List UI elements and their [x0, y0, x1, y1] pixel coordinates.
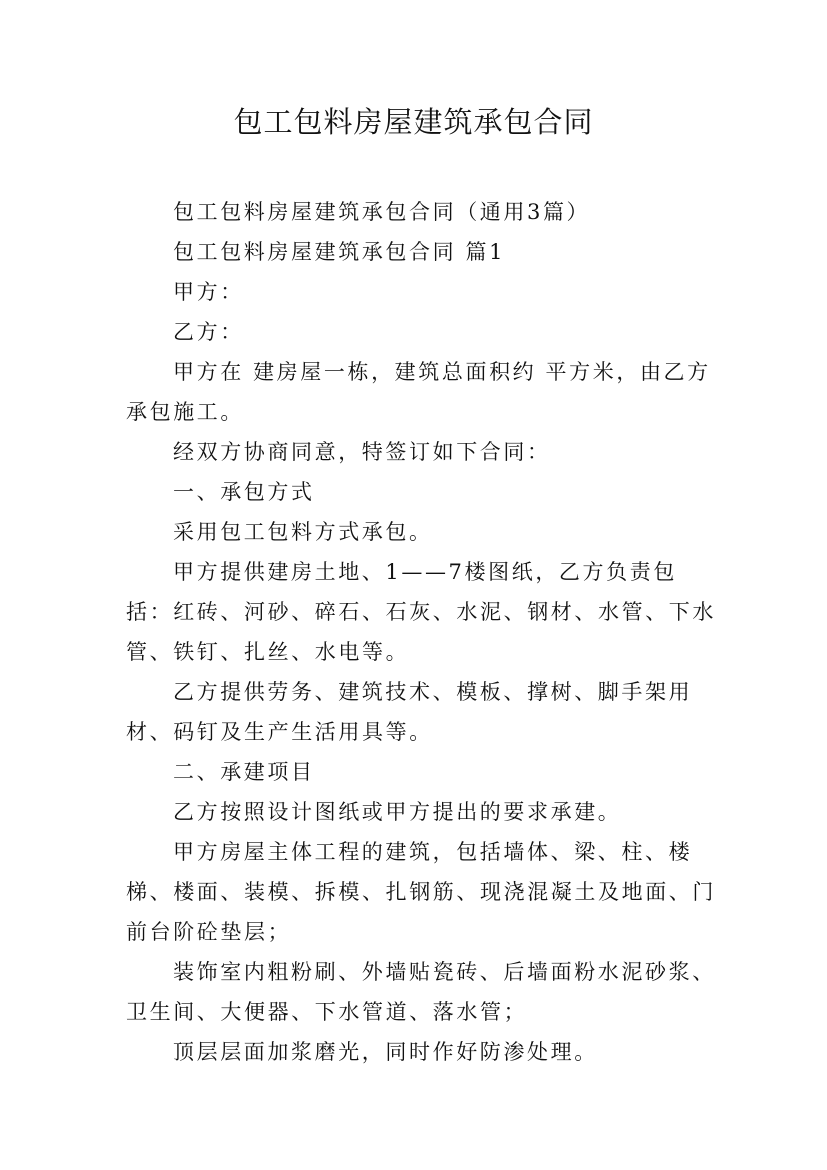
paragraph-decoration: 装饰室内粗粉刷、外墙贴瓷砖、后墙面粉水泥砂浆、卫生间、大便器、下水管道、落水管； — [126, 960, 716, 1024]
paragraph-party-a-provides: 甲方提供建房土地、1——7楼图纸，乙方负责包括：红砖、河砂、碎石、石灰、水泥、钢材、水管、下水管、铁钉、扎丝、水电等。 — [126, 560, 716, 664]
paragraph-project-scope: 甲方在 建房屋一栋，建筑总面积约 平方米，由乙方承包施工。 — [126, 360, 711, 424]
paragraph-roof-finish: 顶层层面加浆磨光，同时作好防渗处理。 — [173, 1040, 598, 1064]
paragraph-construction-basis: 乙方按照设计图纸或甲方提出的要求承建。 — [173, 800, 622, 824]
paragraph-party-b: 乙方： — [173, 320, 244, 344]
paragraph-party-a: 甲方： — [173, 280, 244, 304]
document-body — [126, 192, 716, 1072]
paragraph-agreement: 经双方协商同意，特签订如下合同： — [173, 440, 551, 464]
document-title: 包工包料房屋建筑承包合同 — [233, 105, 594, 139]
section-heading-construction-items: 二、承建项目 — [173, 760, 315, 784]
paragraph-main-structure: 甲方房屋主体工程的建筑，包括墙体、梁、柱、楼梯、楼面、装模、拆模、扎钢筋、现浇混凝土及地面、门前台阶砼垫层； — [126, 840, 716, 944]
paragraph-method: 采用包工包料方式承包。 — [173, 520, 433, 544]
paragraph-party-b-provides: 乙方提供劳务、建筑技术、模板、撑树、脚手架用材、码钉及生产生活用具等。 — [126, 680, 693, 744]
paragraph-part-heading: 包工包料房屋建筑承包合同 篇1 — [173, 240, 506, 264]
section-heading-contract-method: 一、承包方式 — [173, 480, 315, 504]
paragraph-subtitle: 包工包料房屋建筑承包合同（通用3篇） — [173, 200, 591, 224]
